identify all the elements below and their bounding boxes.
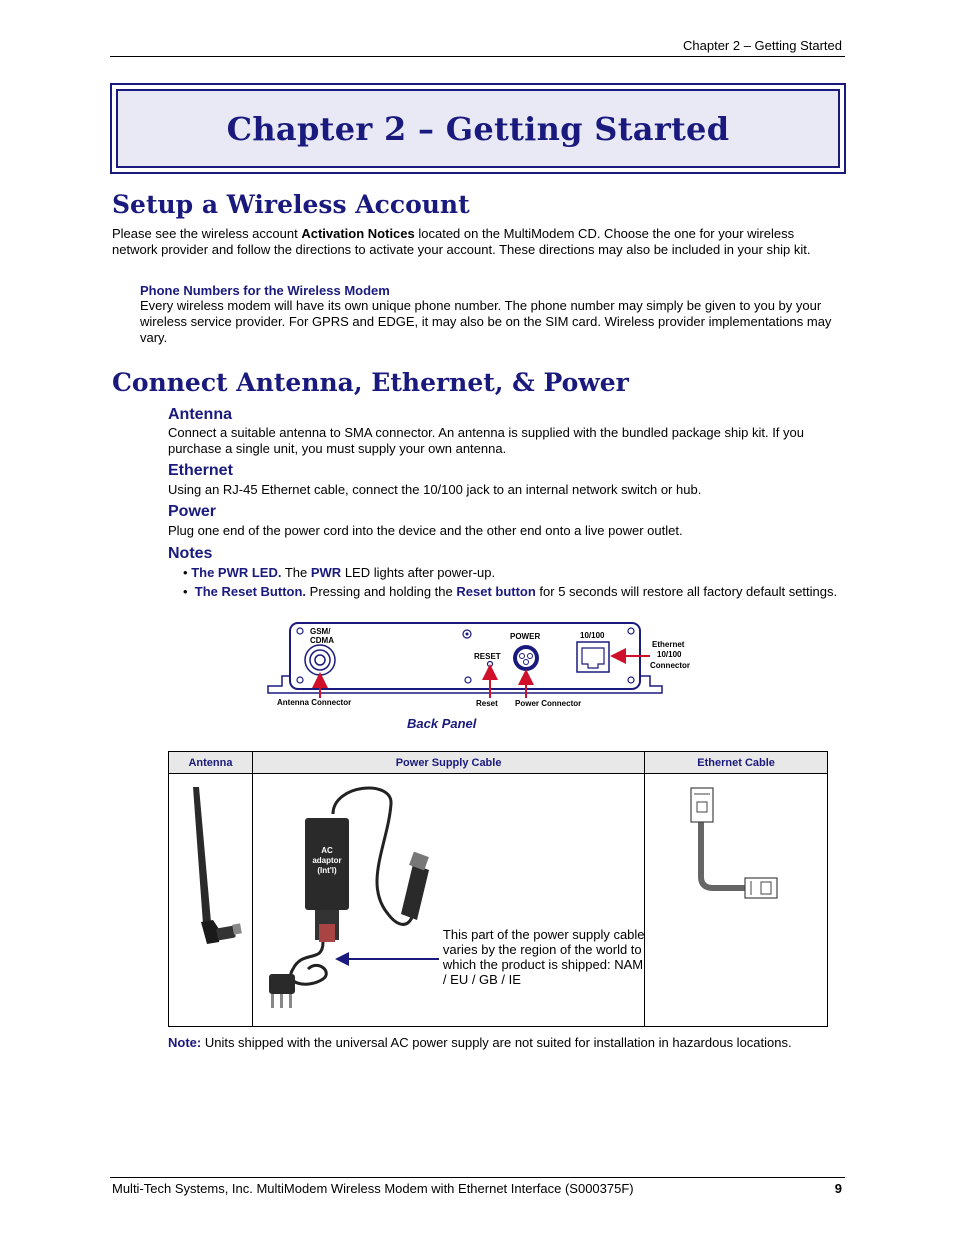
table-header-antenna: Antenna (169, 752, 253, 774)
note-label: Note: (168, 1035, 202, 1050)
adaptor-label-3: (Int'l) (317, 866, 337, 875)
ethernet-paragraph: Using an RJ-45 Ethernet cable, connect the 10/100 jack to an internal network switch or hub. (168, 482, 702, 497)
table-header-power-supply: Power Supply Cable (252, 752, 644, 774)
parts-table (168, 751, 828, 1027)
label-gsm: GSM/ (310, 627, 331, 636)
table-header-row (169, 752, 828, 774)
connect-heading: Connect Antenna, Ethernet, & Power (112, 368, 629, 397)
note2-bold: The Reset Button. (194, 584, 307, 599)
antenna-heading: Antenna (168, 406, 232, 423)
header-rule (110, 56, 845, 57)
power-paragraph: Plug one end of the power cord into the device and the other end onto a live power outlet. (168, 523, 683, 538)
cable-region-note: This part of the power supply cable varies by the region of the world to which the product is shipped: NAM / EU / GB / IE (442, 927, 645, 987)
label-eth-2: 10/100 (657, 650, 682, 659)
note1-bold2: PWR (310, 565, 342, 580)
note2-bold2: Reset button (456, 584, 536, 599)
label-power: POWER (510, 632, 541, 641)
setup-para-bold: Activation Notices (301, 226, 415, 241)
label-eth-1: Ethernet (652, 640, 685, 649)
note-list-item-reset (183, 584, 843, 600)
table-header-ethernet-cable: Ethernet Cable (645, 752, 828, 774)
back-panel-caption: Back Panel (407, 716, 477, 731)
bullet-icon: • (183, 584, 192, 599)
chapter-title-box (110, 83, 846, 174)
adaptor-label-1: AC (321, 846, 333, 855)
power-supply-cell (252, 774, 644, 1027)
note1-bold: The PWR LED. (191, 565, 282, 580)
ethernet-cable-image (645, 782, 828, 922)
setup-heading: Setup a Wireless Account (112, 190, 470, 219)
notes-heading: Notes (168, 545, 213, 562)
note1-mid: The (281, 565, 311, 580)
bullet-icon: • (183, 565, 188, 580)
back-panel-diagram (260, 618, 710, 713)
antenna-image (169, 782, 253, 982)
setup-para-post: located on the MultiModem CD. Choose the one for your wireless network provider and follow the directions to activate your account. These directions may also be included in your ship kit. (112, 226, 811, 257)
setup-para-pre: Please see the wireless account (112, 226, 302, 241)
note-text: Units shipped with the universal AC power supply are not suited for installation in hazardous locations. (201, 1035, 792, 1050)
table-row (169, 774, 828, 1027)
adaptor-label-2: adaptor (312, 856, 342, 865)
label-cdma: CDMA (310, 636, 334, 645)
page-number: 9 (834, 1181, 842, 1196)
running-header: Chapter 2 – Getting Started (683, 38, 842, 53)
note2-mid: Pressing and holding the (306, 584, 457, 599)
power-supply-image (253, 774, 646, 1027)
footer-rule (110, 1177, 845, 1178)
note-list-item-pwr (183, 565, 843, 581)
chapter-title: Chapter 2 – Getting Started (226, 109, 730, 148)
label-reset: RESET (474, 652, 501, 661)
ethernet-cable-cell (645, 774, 828, 1027)
phone-numbers-heading: Phone Numbers for the Wireless Modem (140, 283, 390, 298)
label-power-connector: Power Connector (515, 699, 582, 708)
chapter-title-inner (116, 89, 840, 168)
label-antenna-connector: Antenna Connector (277, 698, 352, 707)
label-reset-button: Reset (476, 699, 498, 708)
note2-post: for 5 seconds will restore all factory default settings. (535, 584, 838, 599)
label-eth-3: Connector (650, 661, 690, 670)
setup-paragraph (112, 226, 842, 258)
footer-text: Multi-Tech Systems, Inc. MultiModem Wireless Modem with Ethernet Interface (S000375F) (112, 1181, 634, 1196)
phone-numbers-paragraph: Every wireless modem will have its own unique phone number. The phone number may simply be given to you by your wireless service provider. For GPRS and EDGE, it may also be on the SIM card. Wireless provider implementations may vary. (140, 298, 832, 345)
antenna-paragraph: Connect a suitable antenna to SMA connector. An antenna is supplied with the bundled package ship kit. If you purchase a single unit, you must supply your own antenna. (168, 425, 804, 456)
antenna-cell (169, 774, 253, 1027)
rj45-plug-icon (691, 788, 713, 822)
hazard-note (168, 1035, 840, 1051)
power-heading: Power (168, 503, 217, 520)
note1-post: LED lights after power-up. (341, 565, 496, 580)
ethernet-heading: Ethernet (168, 462, 233, 479)
label-10100: 10/100 (580, 631, 605, 640)
